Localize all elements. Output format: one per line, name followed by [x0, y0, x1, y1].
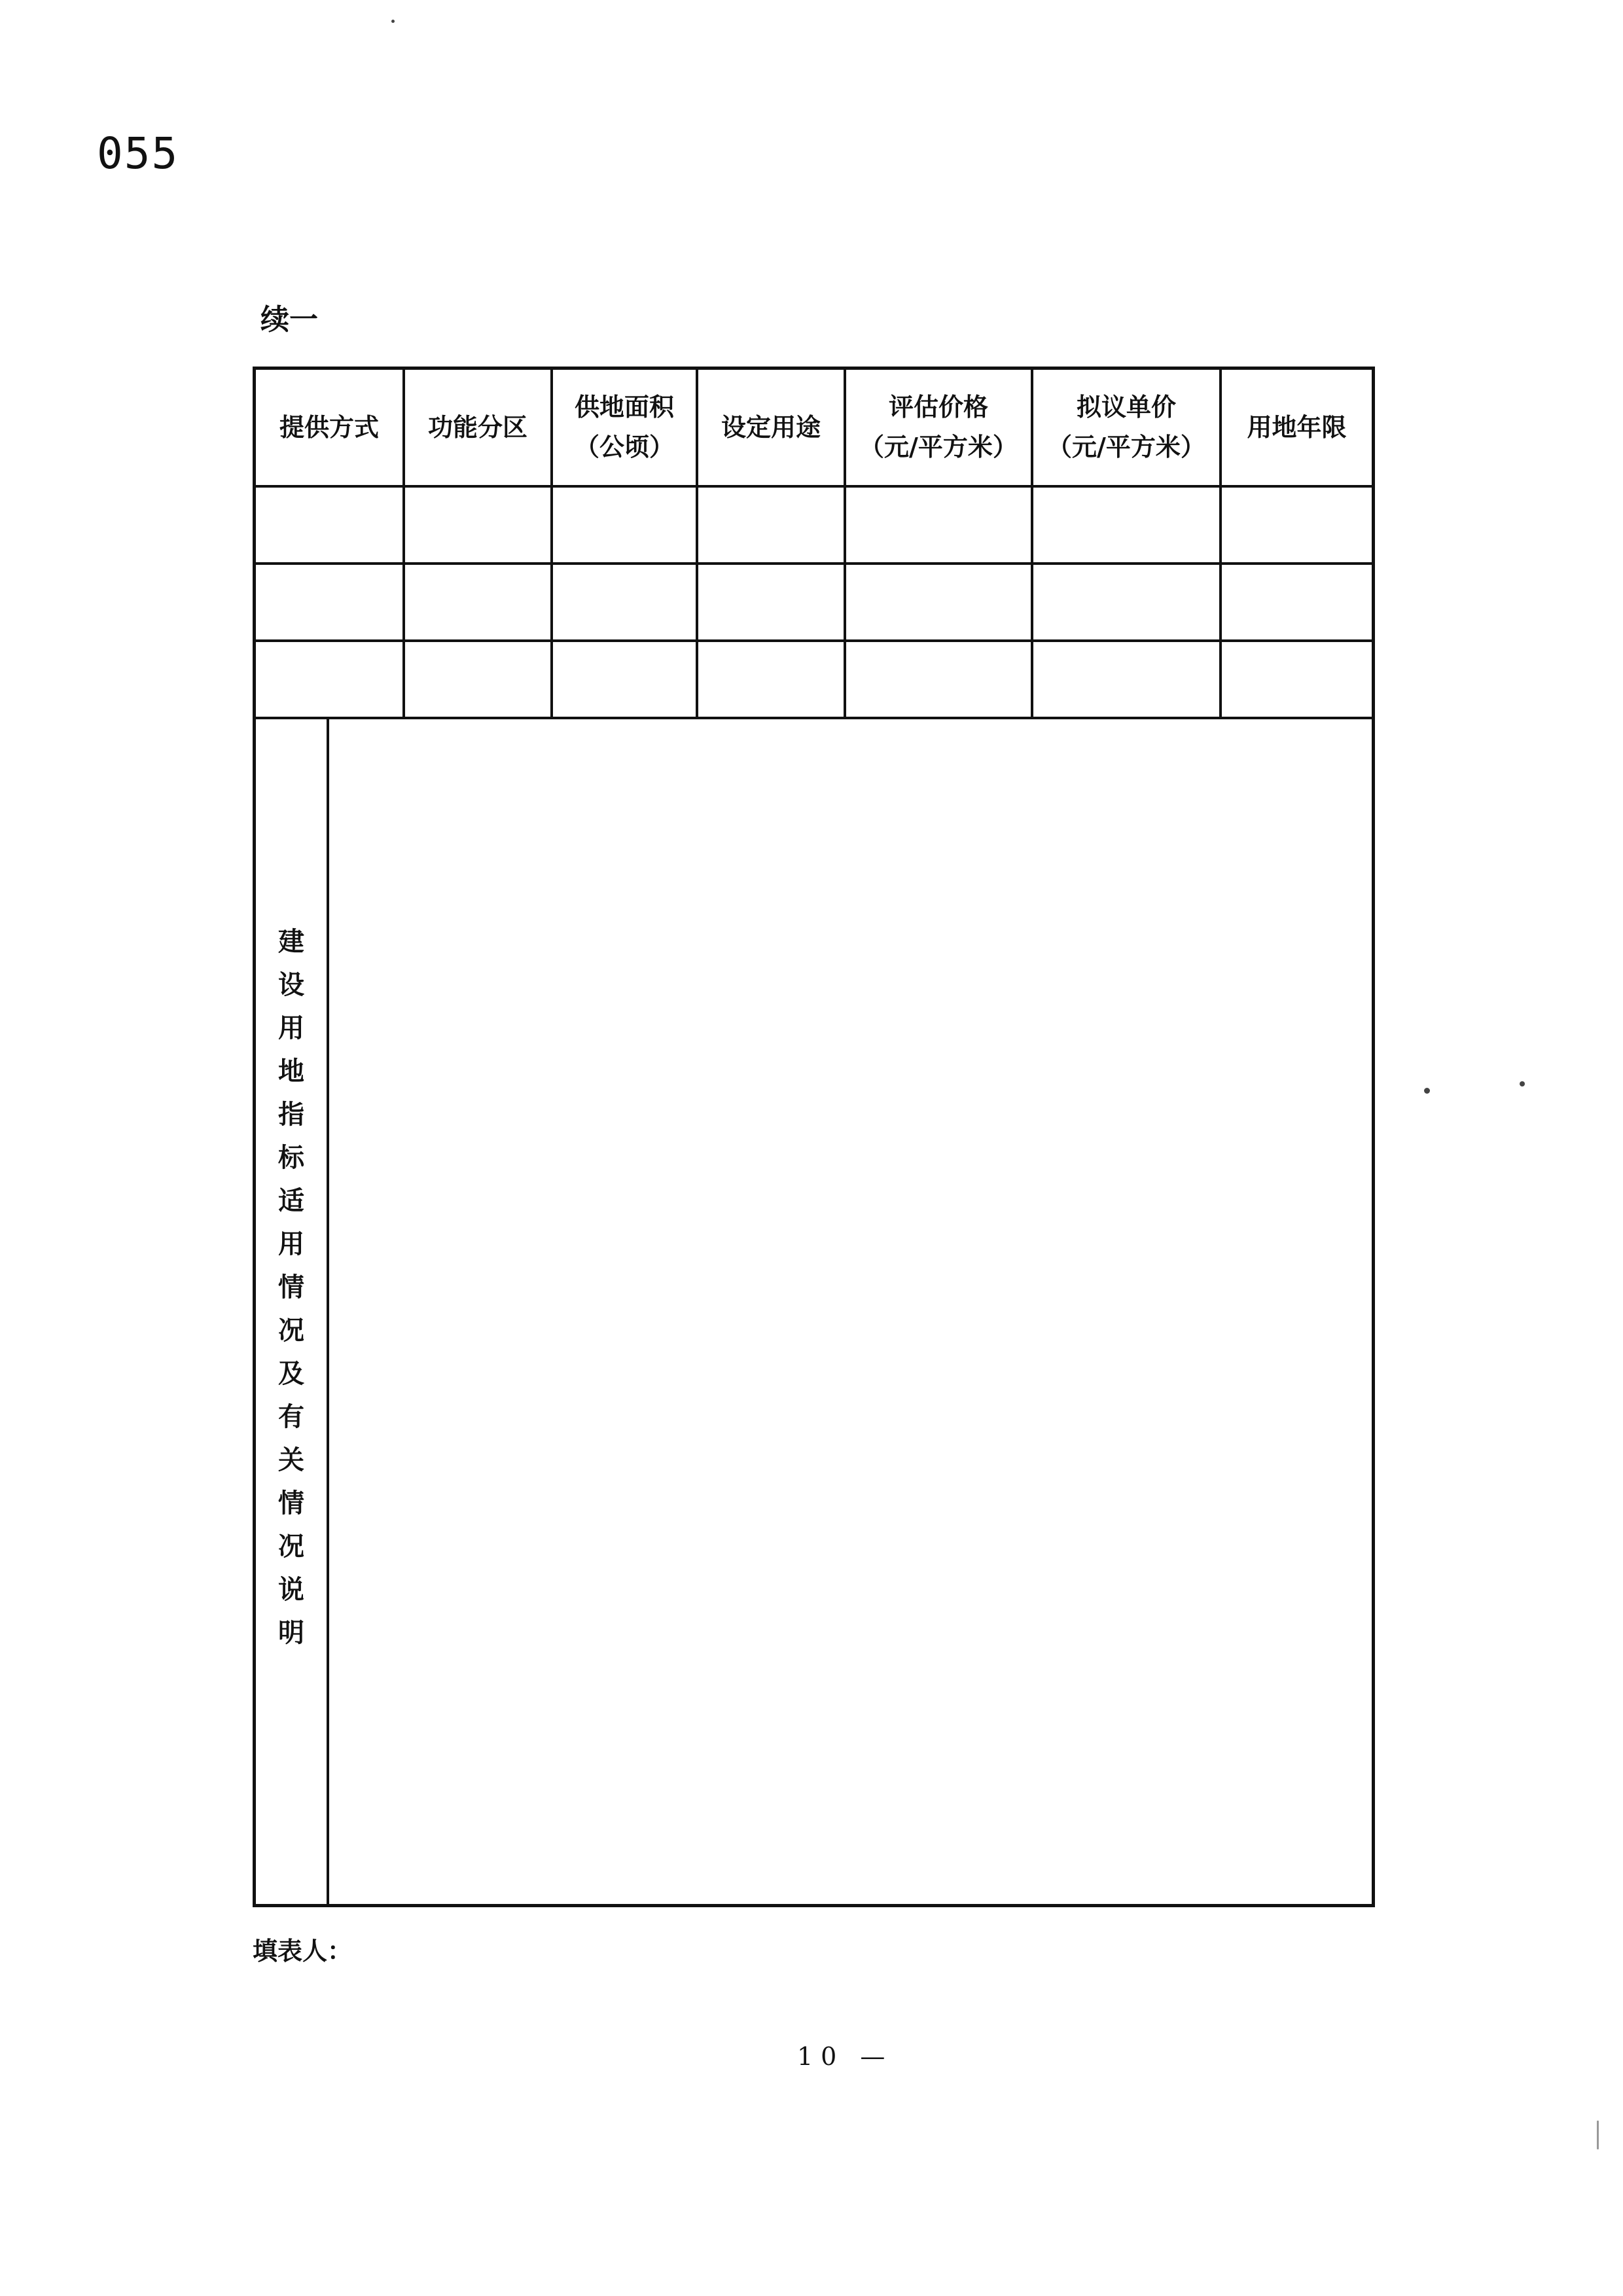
- table-cell[interactable]: [256, 486, 404, 564]
- header-functional-zone: 功能分区: [404, 370, 552, 486]
- table-row: [256, 641, 1372, 718]
- continuation-title: 续一: [260, 303, 318, 336]
- table-cell[interactable]: [845, 641, 1032, 718]
- scan-speck: [1520, 1081, 1525, 1086]
- table-cell[interactable]: [404, 564, 552, 641]
- table-cell[interactable]: [256, 641, 404, 718]
- header-land-area: 供地面积 （公顷）: [552, 370, 697, 486]
- header-land-use-term: 用地年限: [1221, 370, 1372, 486]
- header-proposed-unit-price: 拟议单价 （元/平方米）: [1032, 370, 1221, 486]
- table-cell[interactable]: [1032, 564, 1221, 641]
- explanation-content-area[interactable]: [329, 718, 1372, 1904]
- table-cell[interactable]: [845, 486, 1032, 564]
- scan-speck: [391, 20, 395, 23]
- table-row: [256, 564, 1372, 641]
- table-cell[interactable]: [697, 564, 845, 641]
- table-cell[interactable]: [845, 564, 1032, 641]
- table-cell[interactable]: [1221, 486, 1372, 564]
- page-number: 055: [97, 128, 179, 179]
- supply-table: [256, 370, 1372, 719]
- header-appraised-price: 评估价格 （元/平方米）: [845, 370, 1032, 486]
- scan-speck: [1597, 2121, 1599, 2149]
- table-cell[interactable]: [1221, 641, 1372, 718]
- table-cell[interactable]: [552, 564, 697, 641]
- table-row: [256, 486, 1372, 564]
- explanation-section: [256, 718, 1372, 1904]
- page-footer: 10 —: [797, 2042, 893, 2071]
- form-table: [253, 367, 1375, 1907]
- table-cell[interactable]: [404, 641, 552, 718]
- table-cell[interactable]: [1032, 486, 1221, 564]
- table-cell[interactable]: [404, 486, 552, 564]
- table-cell[interactable]: [1221, 564, 1372, 641]
- explanation-label-column: [256, 718, 329, 1904]
- form-filler-label: 填表人：: [253, 1937, 353, 1965]
- table-cell[interactable]: [697, 486, 845, 564]
- table-cell[interactable]: [256, 564, 404, 641]
- table-cell[interactable]: [552, 486, 697, 564]
- table-cell[interactable]: [697, 641, 845, 718]
- header-row: [256, 370, 1372, 486]
- explanation-label: 建设用地指标适用情况及有关情况说明: [278, 927, 304, 1648]
- header-intended-use: 设定用途: [697, 370, 845, 486]
- header-supply-method: 提供方式: [256, 370, 404, 486]
- scan-speck: [1424, 1088, 1430, 1094]
- table-cell[interactable]: [552, 641, 697, 718]
- table-cell[interactable]: [1032, 641, 1221, 718]
